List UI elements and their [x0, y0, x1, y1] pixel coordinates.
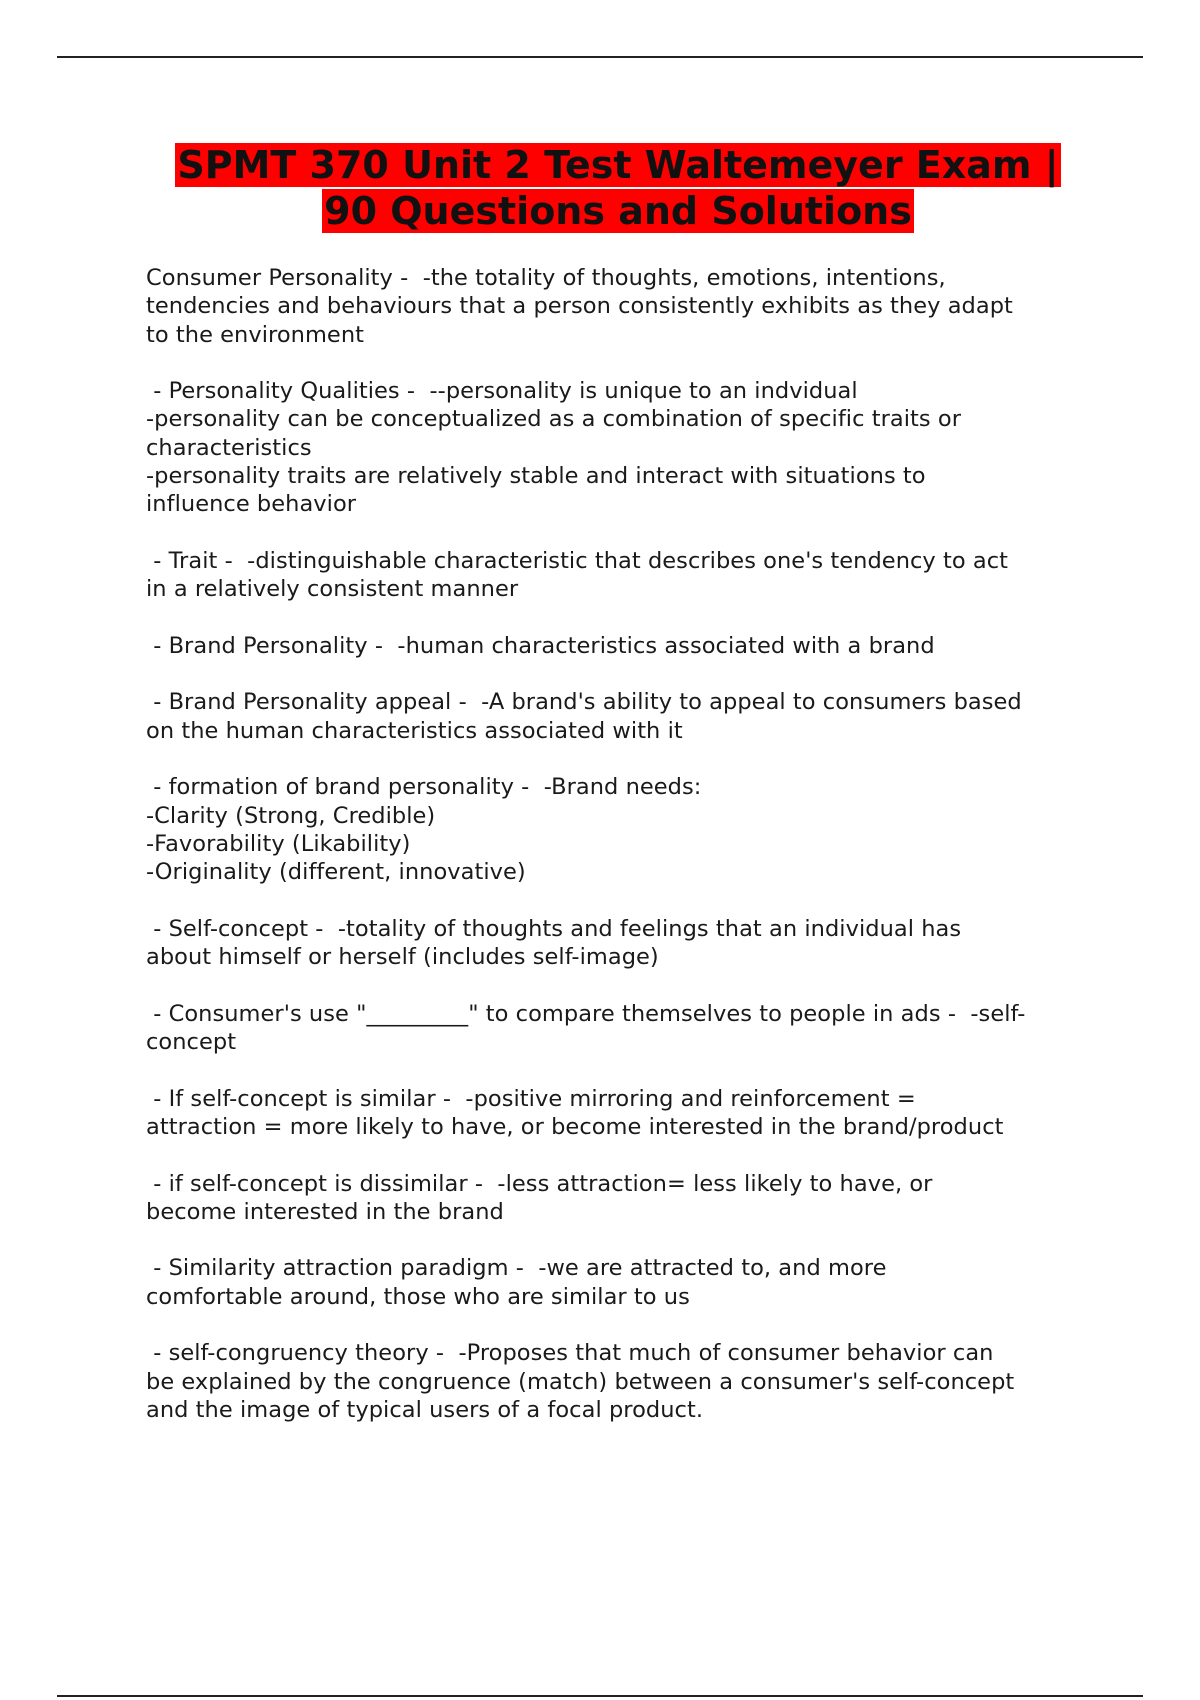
qa-entry-line: - Self-concept - -totality of thoughts and feelings that an individual has	[146, 915, 962, 942]
qa-entry-line: -personality can be conceptualized as a combination of specific traits or	[146, 406, 961, 433]
qa-entry	[146, 1085, 1096, 1142]
qa-entry-line: -Originality (different, innovative)	[146, 859, 526, 886]
qa-entry-line: in a relatively consistent manner	[146, 576, 519, 603]
qa-entry-line: characteristics	[146, 434, 312, 461]
qa-entry-line: influence behavior	[146, 491, 357, 518]
qa-entry	[146, 1339, 1096, 1424]
qa-entry	[146, 1254, 1096, 1311]
document-title-text	[140, 142, 1096, 234]
qa-entry	[146, 1000, 1096, 1057]
qa-entry-line: -Favorability (Likability)	[146, 830, 411, 857]
document-body	[146, 264, 1096, 1452]
qa-entry-line: -Clarity (Strong, Credible)	[146, 802, 436, 829]
qa-entry	[146, 688, 1096, 745]
qa-entry	[146, 264, 1096, 349]
qa-entry	[146, 915, 1096, 972]
qa-entry-line: about himself or herself (includes self-image)	[146, 944, 659, 971]
qa-entry-line: - Brand Personality appeal - -A brand's ability to appeal to consumers based	[146, 689, 1022, 716]
qa-entry-line: be explained by the congruence (match) between a consumer's self-concept	[146, 1368, 1015, 1395]
qa-entry-line: - if self-concept is dissimilar - -less attraction= less likely to have, or	[146, 1170, 933, 1197]
qa-entry-line: on the human characteristics associated with it	[146, 717, 683, 744]
qa-entry-line: - Trait - -distinguishable characteristic that describes one's tendency to act	[146, 547, 1009, 574]
qa-entry-line: - Consumer's use "_________" to compare themselves to people in ads - -self-	[146, 1000, 1026, 1027]
qa-entry-line: - Brand Personality - -human characteristics associated with a brand	[146, 632, 935, 659]
title-line-1: SPMT 370 Unit 2 Test Waltemeyer Exam |	[177, 143, 1059, 187]
qa-entry-line: -personality traits are relatively stable and interact with situations to	[146, 463, 926, 490]
qa-entry	[146, 773, 1096, 886]
qa-entry-line: - formation of brand personality - -Brand needs:	[146, 774, 702, 801]
qa-entry-line: become interested in the brand	[146, 1198, 504, 1225]
qa-entry	[146, 547, 1096, 604]
qa-entry-line: to the environment	[146, 321, 365, 348]
bottom-rule	[57, 1695, 1143, 1697]
qa-entry-line: concept	[146, 1029, 237, 1056]
qa-entry-line: and the image of typical users of a focal product.	[146, 1396, 704, 1423]
qa-entry-line: tendencies and behaviours that a person consistently exhibits as they adapt	[146, 293, 1013, 320]
document-title	[140, 142, 1096, 234]
qa-entry-line: - Personality Qualities - --personality is unique to an indvidual	[146, 378, 858, 405]
qa-entry-line: Consumer Personality - -the totality of thoughts, emotions, intentions,	[146, 265, 946, 291]
qa-entry-line: attraction = more likely to have, or become interested in the brand/product	[146, 1113, 1004, 1140]
top-rule	[57, 56, 1143, 58]
qa-entry-line: - Similarity attraction paradigm - -we are attracted to, and more	[146, 1255, 887, 1282]
qa-entry-line: comfortable around, those who are similar to us	[146, 1283, 690, 1310]
qa-entry-line: - self-congruency theory - -Proposes that much of consumer behavior can	[146, 1340, 994, 1367]
qa-entry	[146, 1170, 1096, 1227]
qa-entry-line: - If self-concept is similar - -positive mirroring and reinforcement =	[146, 1085, 916, 1112]
title-line-2: 90 Questions and Solutions	[324, 189, 912, 233]
qa-entry	[146, 377, 1096, 518]
qa-entry	[146, 632, 1096, 660]
